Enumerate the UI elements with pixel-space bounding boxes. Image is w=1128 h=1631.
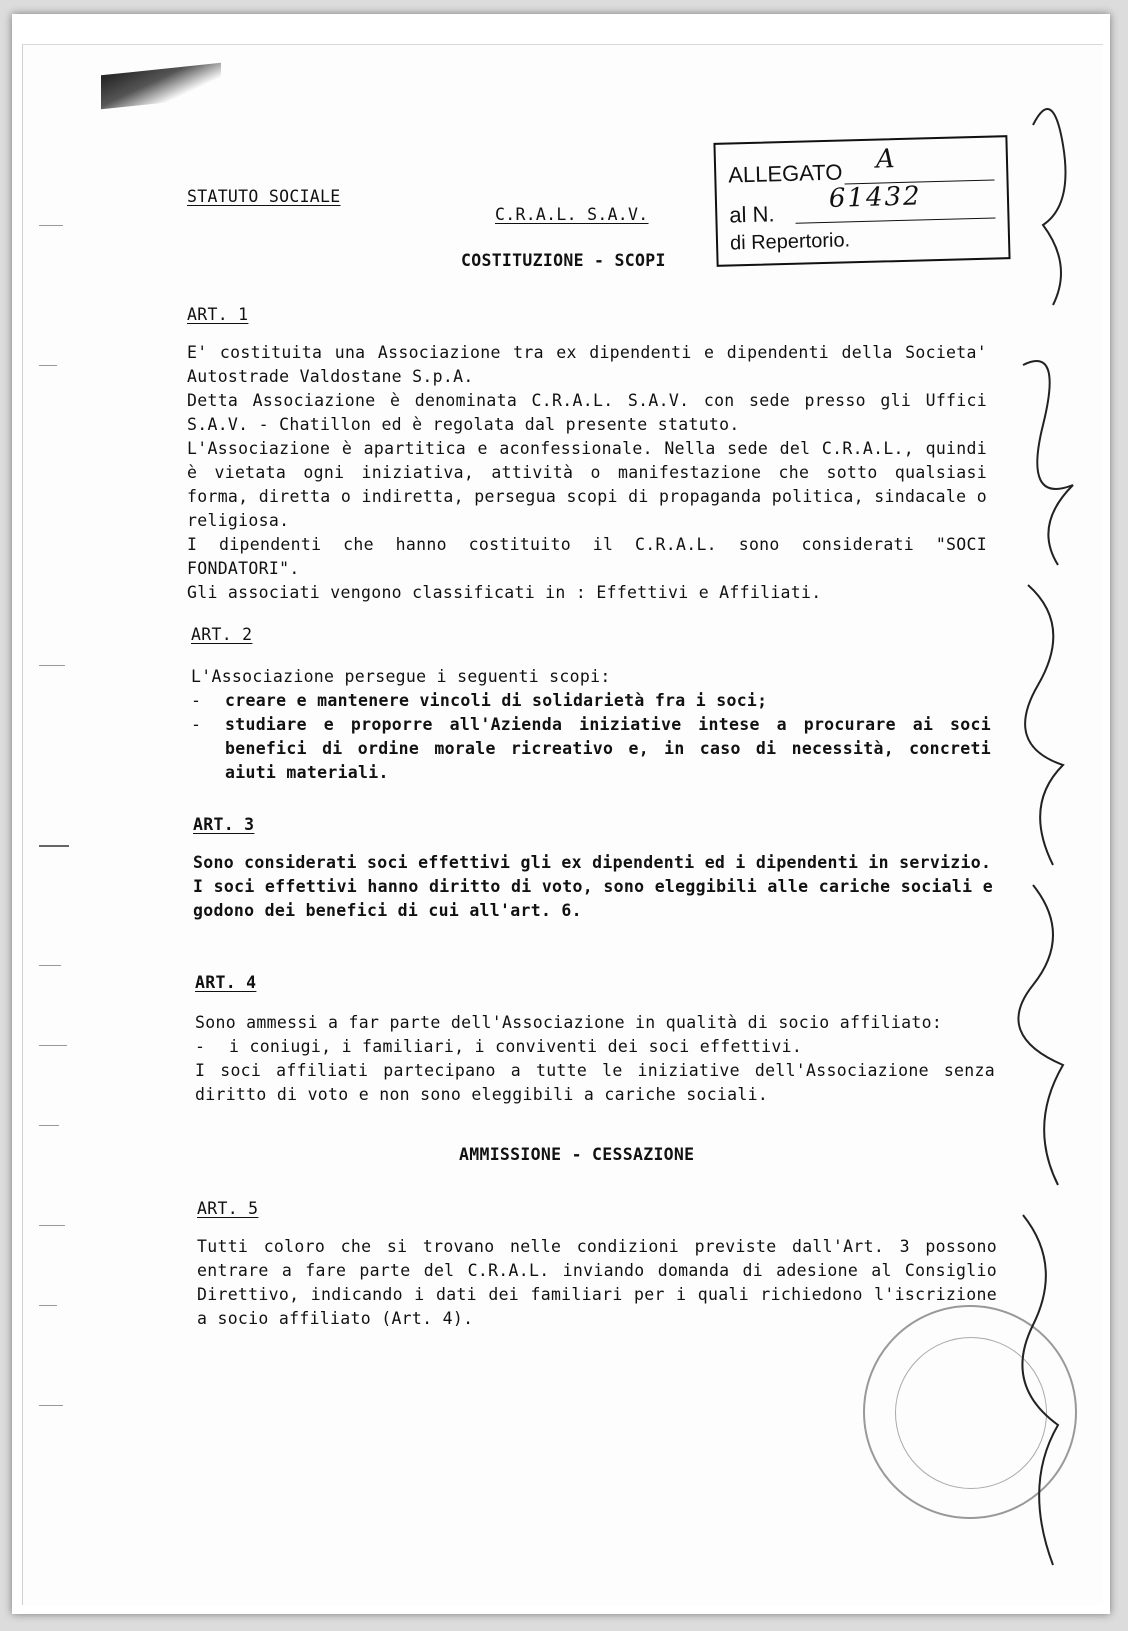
art1-para: E' costituita una Associazione tra ex dipendenti e dipendenti della Societa' Autostrade Valdostane S.p.A. xyxy=(187,343,987,386)
art3-para: I soci effettivi hanno diritto di voto, sono eleggibili alle cariche sociali e godono dei benefici di cui all'art. 6. xyxy=(193,877,993,920)
art2-item-text: creare e mantenere vincoli di solidarietà fra i soci; xyxy=(225,691,768,710)
art5-heading: ART. 5 xyxy=(197,1199,259,1218)
signature-stroke xyxy=(1025,585,1063,865)
signature-stroke xyxy=(1018,885,1063,1185)
art4-body xyxy=(195,1011,995,1107)
allegato-stamp xyxy=(713,135,1010,267)
statute-title: STATUTO SOCIALE xyxy=(187,187,341,206)
art4-item xyxy=(195,1035,995,1059)
art2-body xyxy=(191,665,991,785)
list-dash: - xyxy=(191,691,202,710)
stamp-number-value: 61432 xyxy=(828,181,923,214)
art1-para: Detta Associazione è denominata C.R.A.L. S.A.V. con sede presso gli Uffici S.A.V. - Chatillon ed è regolata dal presente statuto. xyxy=(187,391,987,434)
art2-item-text: studiare e proporre all'Azienda iniziative intese a procurare ai soci benefici di ordine morale ricreativo e, in caso di necessità, concreti aiuti materiali. xyxy=(225,715,991,782)
art3-para: Sono considerati soci effettivi gli ex dipendenti ed i dipendenti in servizio. xyxy=(193,853,992,872)
section-title-costituzione: COSTITUZIONE - SCOPI xyxy=(461,251,666,270)
art4-heading: ART. 4 xyxy=(195,973,257,992)
signature-stroke xyxy=(1022,1215,1058,1565)
art5-para: Tutti coloro che si trovano nelle condizioni previste dall'Art. 3 possono entrare a fare parte del C.R.A.L. inviando domanda di adesione al Consiglio Direttivo, indicando i dati dei familiari per i quali richiedono l'iscrizione a socio affiliato (Art. 4). xyxy=(197,1237,997,1328)
art2-item xyxy=(191,689,991,713)
art5-body xyxy=(197,1235,997,1331)
art4-intro: Sono ammessi a far parte dell'Associazione in qualità di socio affiliato: xyxy=(195,1013,943,1032)
document-page xyxy=(12,14,1110,1614)
art3-body xyxy=(193,851,993,923)
art2-item xyxy=(191,713,991,785)
list-dash: - xyxy=(195,1037,206,1056)
section-title-ammissione: AMMISSIONE - CESSAZIONE xyxy=(459,1145,695,1164)
margin-signatures xyxy=(1003,65,1103,1614)
margin-marks xyxy=(39,145,79,1505)
stamp-repertorio-label: di Repertorio. xyxy=(729,229,851,255)
stamp-number-label: al N. xyxy=(728,201,775,228)
art2-heading: ART. 2 xyxy=(191,625,253,644)
art3-heading: ART. 3 xyxy=(193,815,255,834)
art2-intro: L'Associazione persegue i seguenti scopi: xyxy=(191,667,611,686)
art4-outro: I soci affiliati partecipano a tutte le iniziative dell'Associazione senza diritto di voto e non sono eleggibili a cariche sociali. xyxy=(195,1061,995,1104)
scanned-sheet xyxy=(22,44,1103,1605)
stamp-allegato-label: ALLEGATO xyxy=(727,159,843,188)
art4-item-text: i coniugi, i familiari, i conviventi dei soci effettivi. xyxy=(229,1037,803,1056)
art1-heading: ART. 1 xyxy=(187,305,249,324)
art1-body xyxy=(187,341,987,605)
org-name: C.R.A.L. S.A.V. xyxy=(495,205,649,224)
art1-para: Gli associati vengono classificati in : Effettivi e Affiliati. xyxy=(187,583,822,602)
art1-para: L'Associazione è apartitica e aconfessionale. Nella sede del C.R.A.L., quindi è vietata ogni iniziativa, attività o manifestazione che sotto qualsiasi forma, diretta o indiretta, persegua scopi di propaganda politica, sindacale o religiosa. xyxy=(187,439,987,530)
signature-stroke xyxy=(1033,109,1066,305)
art1-para: I dipendenti che hanno costituito il C.R.A.L. sono considerati "SOCI FONDATORI". xyxy=(187,535,987,578)
list-dash: - xyxy=(191,715,202,734)
scan-smudge xyxy=(101,63,221,110)
stamp-allegato-value: A xyxy=(875,144,896,175)
signature-stroke xyxy=(1023,361,1073,565)
